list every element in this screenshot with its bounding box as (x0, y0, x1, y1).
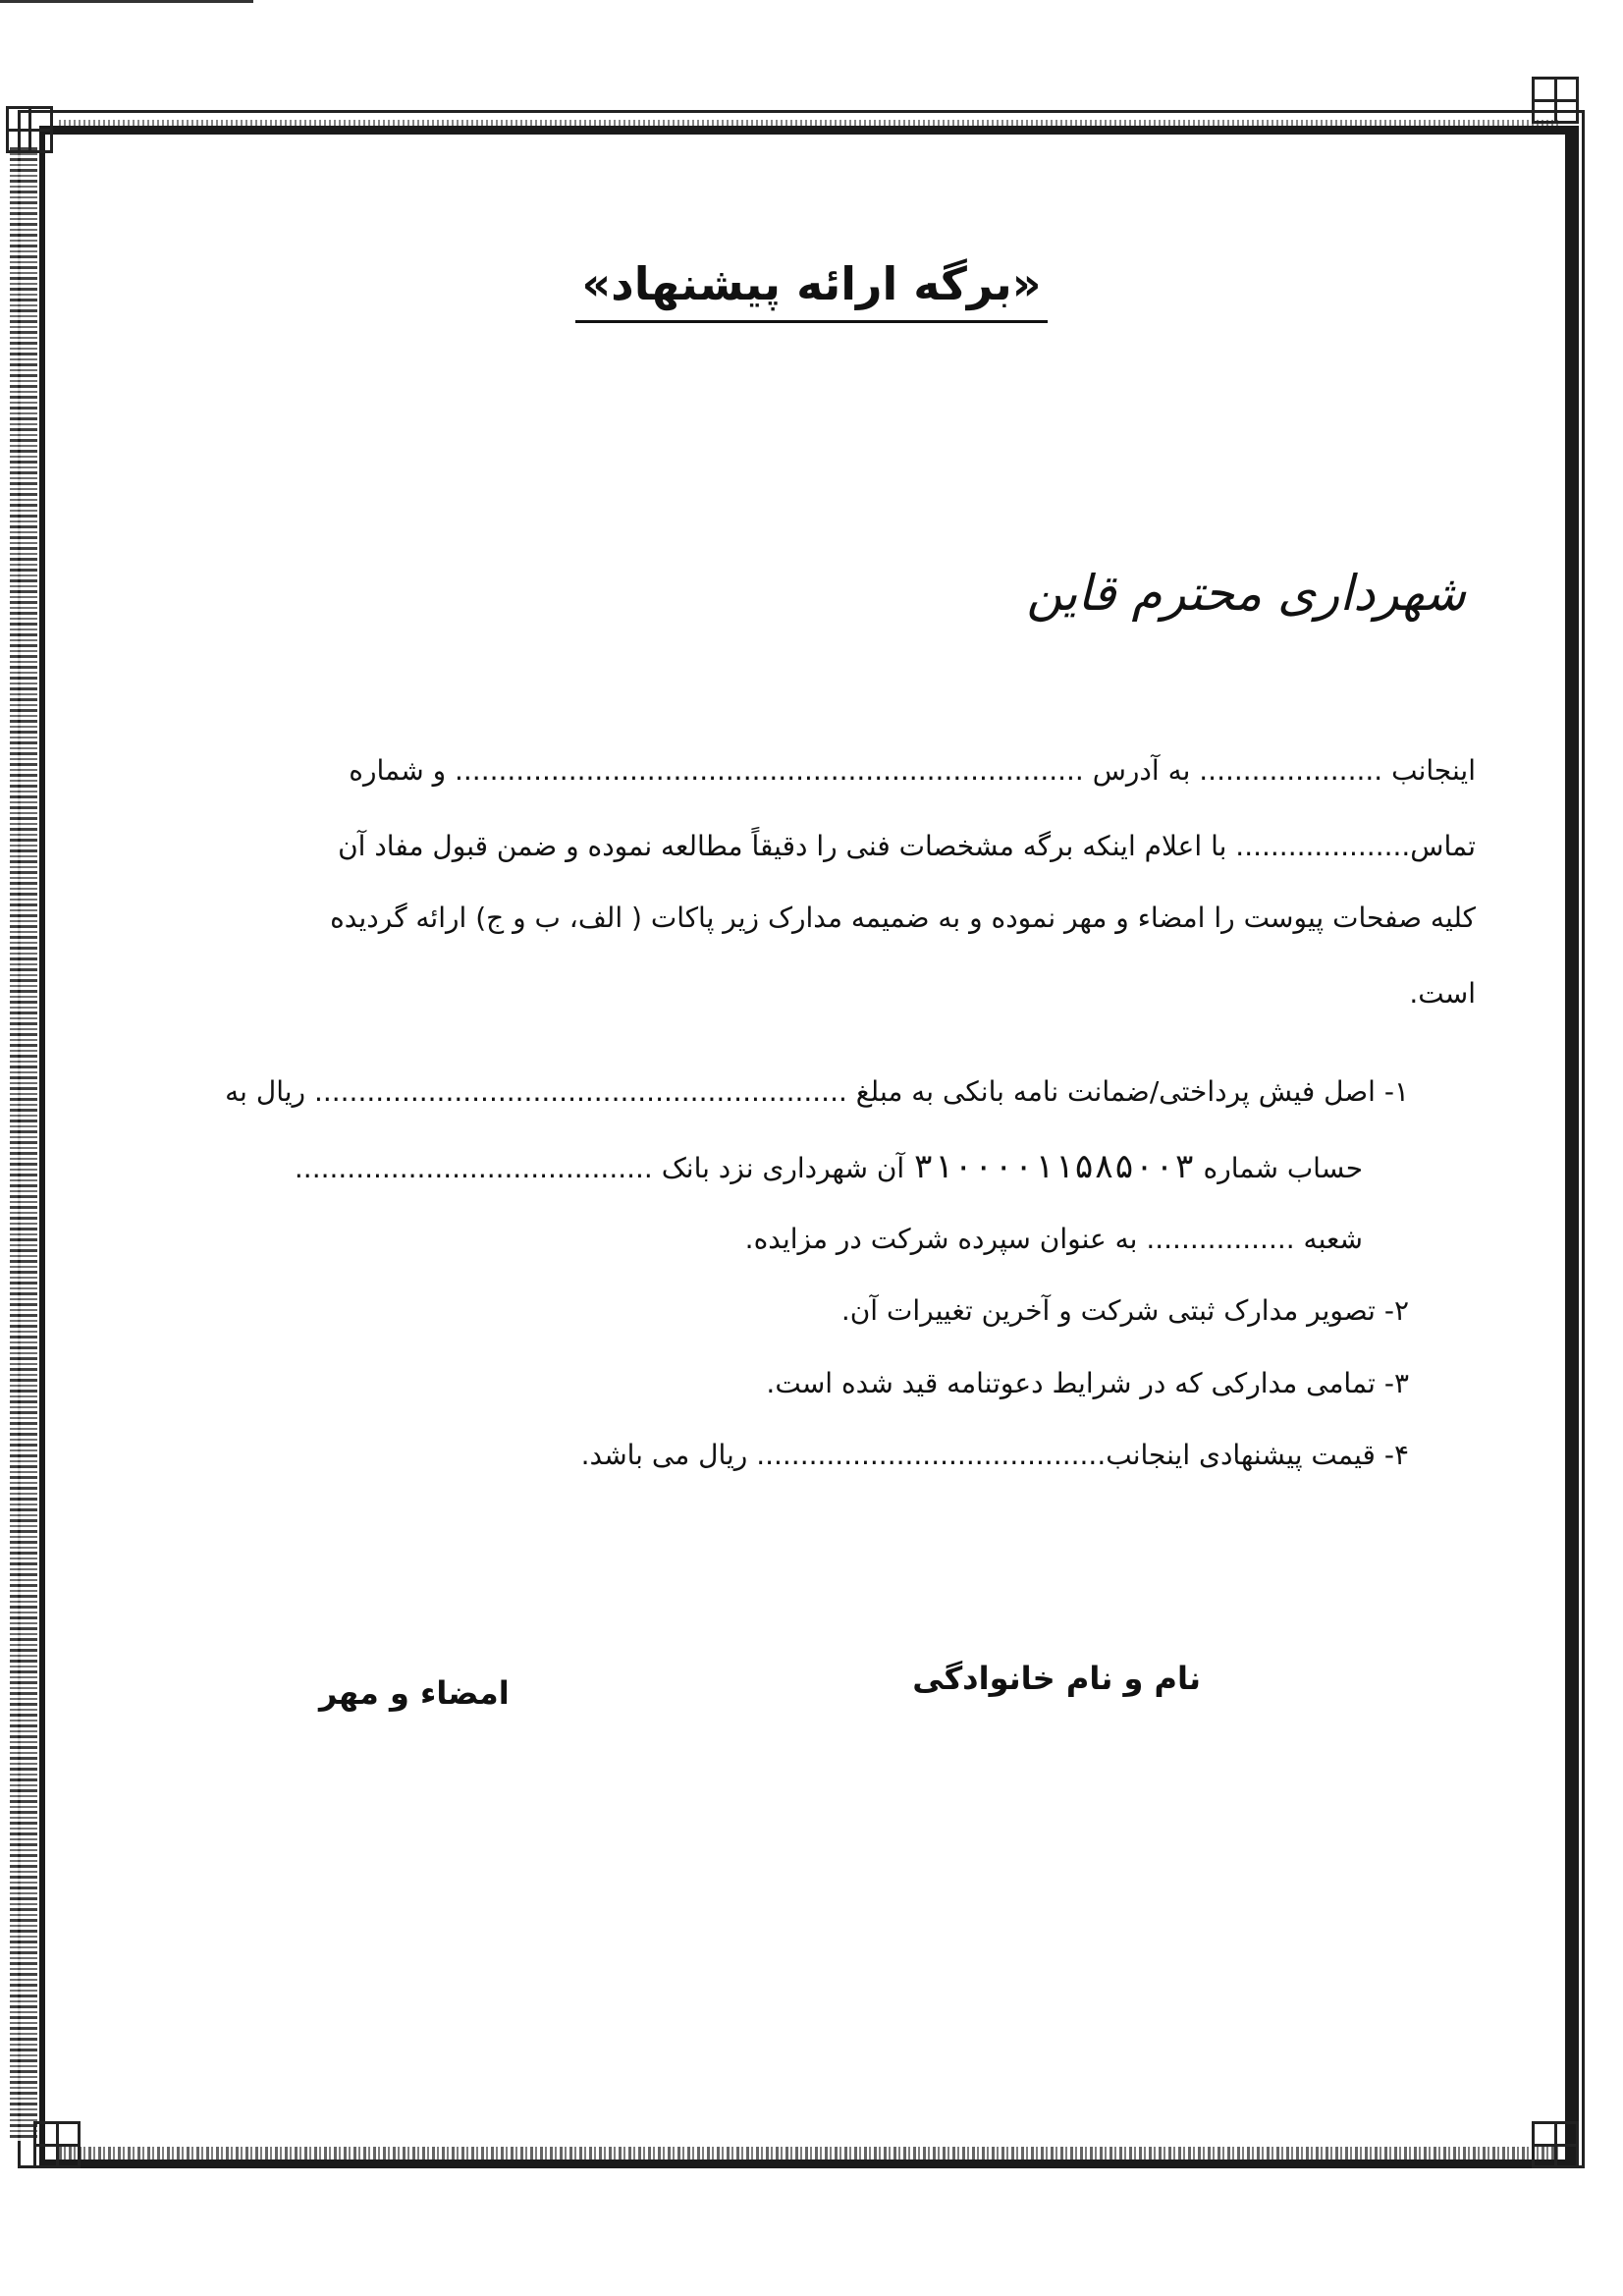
intro-line-2: تماس.................... با اعلام اینکه برگه مشخصات فنی را دقیقاً مطالعه نموده و ضمن قبول مفاد آن (338, 830, 1476, 862)
item-1-account-number: ۳۱۰۰۰۰۱۱۵۸۵۰۰۳ (913, 1147, 1195, 1186)
item-1-line-3: شعبه ................. به عنوان سپرده شرکت در مزایده. (744, 1223, 1363, 1255)
intro-line-3: کلیه صفحات پیوست را امضاء و مهر نموده و به ضمیمه مدارک زیر پاکات ( الف، ب و ج) ارائه گردیده (330, 902, 1476, 934)
item-2: ۲- تصویر مدارک ثبتی شرکت و آخرین تغییرات آن. (840, 1294, 1409, 1327)
document-title-text: «برگه ارائه پیشنهاد» (575, 257, 1047, 323)
border-corner-ornament (33, 2121, 81, 2168)
item-3: ۳- تمامی مدارکی که در شرایط دعوتنامه قید شده است. (766, 1367, 1409, 1399)
item-1-account-label: حساب شماره (1203, 1152, 1363, 1184)
page-border-stripe-left (10, 147, 37, 2141)
scan-top-rule (0, 0, 253, 3)
border-corner-ornament (6, 106, 53, 153)
border-corner-ornament (1532, 2121, 1579, 2168)
item-1-line-2 (295, 1147, 1363, 1186)
document-title (0, 257, 1623, 323)
intro-line-1: اینجانب ..................... به آدرس ........................................................................ و شماره (349, 754, 1476, 787)
salutation: شهرداری محترم قاین (1026, 565, 1466, 622)
signature-stamp-label: امضاء و مهر (319, 1674, 510, 1712)
item-4: ۴- قیمت پیشنهادی اینجانب........................................ ریال می باشد. (580, 1439, 1409, 1471)
item-1-account-bank: آن شهرداری نزد بانک ......................................... (294, 1152, 905, 1184)
border-corner-ornament (1532, 77, 1579, 124)
intro-line-4: است. (1409, 977, 1476, 1010)
item-1-line-1: ۱- اصل فیش پرداختی/ضمانت نامه بانکی به مبلغ ............................................................. ریال به (225, 1075, 1409, 1108)
signature-name-label: نام و نام خانوادگی (912, 1660, 1201, 1697)
